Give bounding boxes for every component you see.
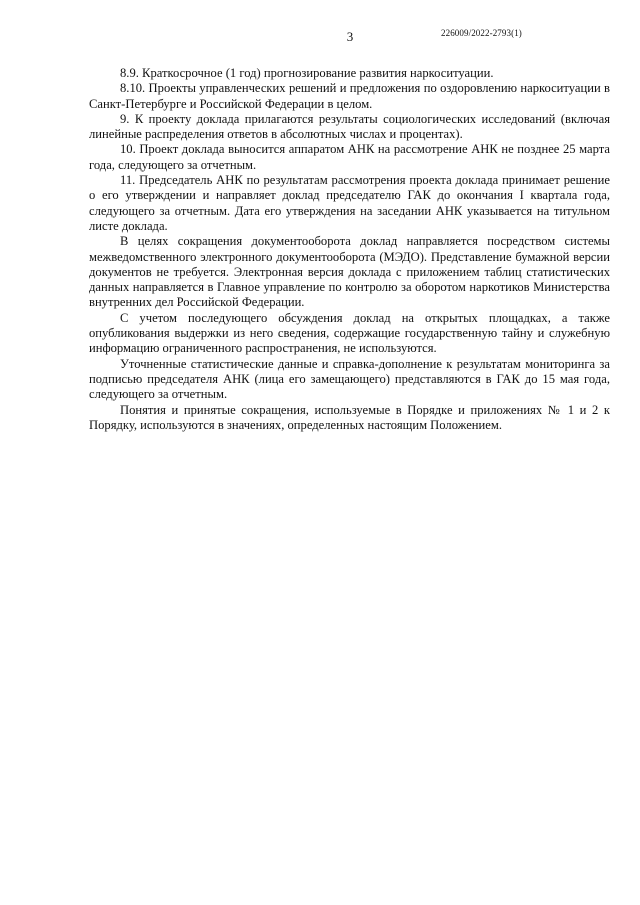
paragraph-updated-data: Уточненные статистические данные и справка-дополнение к результатам мониторинга за подписью председателя АНК (лица его замещающего) представляются в ГАК до 15 мая года, следующего за отчетным. <box>89 356 610 402</box>
paragraph-11: 11. Председатель АНК по результатам рассмотрения проекта доклада принимает решение о его утверждении и направляет доклад председателю ГАК до окончания I квартала года, следующего за отчетным. Дата его утверждения на заседании АНК указывается на титульном листе доклада. <box>89 173 610 233</box>
paragraph-8-9: 8.9. Краткосрочное (1 год) прогнозирование развития наркоситуации. <box>120 66 494 80</box>
paragraph-8-10: 8.10. Проекты управленческих решений и предложения по оздоровлению наркоситуации в Санкт-Петербурге и Российской Федерации в целом. <box>89 81 610 111</box>
paragraph-medo: В целях сокращения документооборота доклад направляется посредством системы межведомственного электронного документооборота (МЭДО). Представление бумажной версии документов не требуется. Электронная версия доклада с приложением таблиц статистических данных направляется в Главное управление по контролю за оборотом наркотиков Министерства внутренних дел Российской Федерации. <box>89 234 610 310</box>
paragraph-9: 9. К проекту доклада прилагаются результаты социологических исследований (включая линейные распределения ответов в абсолютных числах и процентах). <box>89 111 610 142</box>
paragraph-open-discussion: С учетом последующего обсуждения доклад на открытых площадках, а также опубликования выдержки из него сведения, содержащие государственную тайну и служебную информацию ограниченного распространения, не используются. <box>89 310 610 356</box>
paragraph-10: 10. Проект доклада выносится аппаратом АНК на рассмотрение АНК не позднее 25 марта года, следующего за отчетным. <box>89 142 610 172</box>
document-body <box>89 66 610 433</box>
document-registration-number: 226009/2022-2793(1) <box>441 28 522 38</box>
paragraph-definitions: Понятия и принятые сокращения, используемые в Порядке и приложениях № 1 и 2 к Порядку, используются в значениях, определенных настоящим Положением. <box>89 402 610 432</box>
page-number: 3 <box>346 29 354 44</box>
